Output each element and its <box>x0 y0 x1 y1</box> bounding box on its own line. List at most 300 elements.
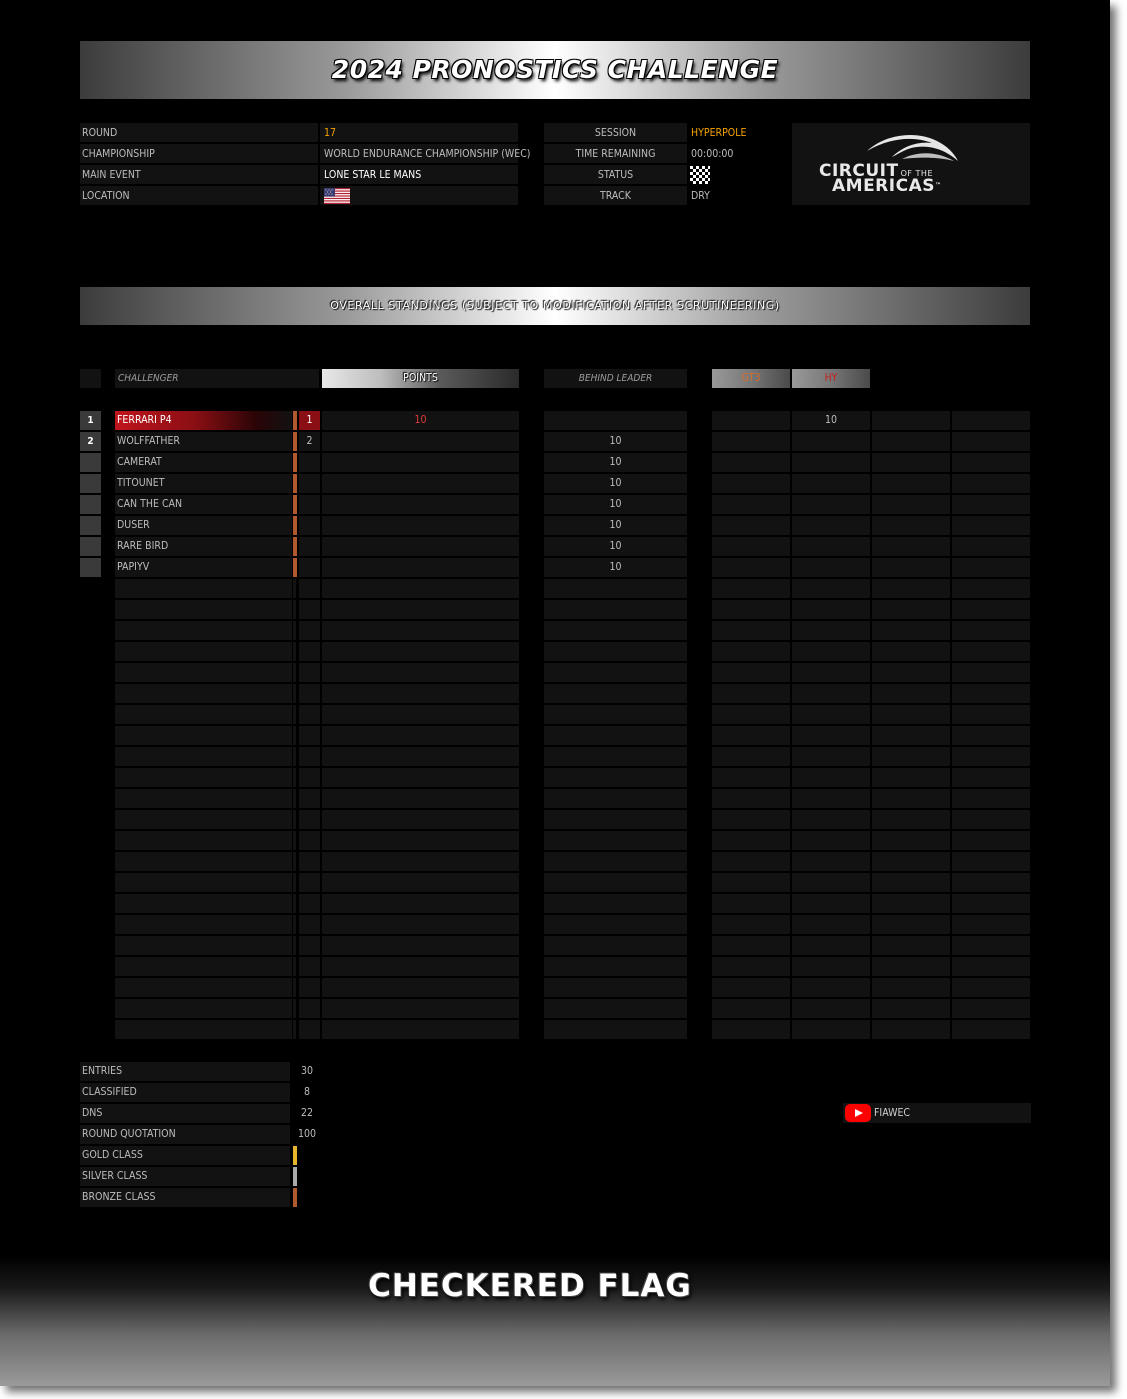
location-label-cell <box>80 186 318 205</box>
hy-cell[interactable] <box>792 663 870 682</box>
extra-cell[interactable] <box>872 768 950 787</box>
behind-leader-cell[interactable] <box>544 684 687 703</box>
extra-cell[interactable] <box>872 495 950 514</box>
challenger-name-cell[interactable] <box>115 621 292 640</box>
hy-cell[interactable] <box>792 495 870 514</box>
summary-label-cell <box>80 1125 290 1144</box>
rank-cell <box>299 432 320 451</box>
challenger-name-cell[interactable] <box>115 684 292 703</box>
gt3-cell[interactable] <box>712 621 790 640</box>
gt3-cell[interactable] <box>712 999 790 1018</box>
class-indicator <box>293 873 296 892</box>
location-value-cell[interactable] <box>320 186 518 205</box>
gt3-cell[interactable] <box>712 411 790 430</box>
hy-cell[interactable] <box>792 726 870 745</box>
class-indicator <box>293 558 297 577</box>
extra-cell[interactable] <box>952 999 1030 1018</box>
gt3-cell[interactable] <box>712 600 790 619</box>
extra-cell[interactable] <box>952 726 1030 745</box>
extra-cell[interactable] <box>952 789 1030 808</box>
behind-leader-cell[interactable] <box>544 579 687 598</box>
points-value: 10 <box>414 414 427 426</box>
challenger-name-cell[interactable] <box>115 642 292 661</box>
behind-leader-cell[interactable] <box>544 642 687 661</box>
logo-line1: CIRCUIT <box>819 161 899 181</box>
hy-cell[interactable] <box>792 558 870 577</box>
time-remaining-label: TIME REMAINING <box>575 148 656 160</box>
points-cell[interactable] <box>322 894 519 913</box>
rank-cell <box>299 663 320 682</box>
challenger-name-cell[interactable] <box>115 495 292 514</box>
behind-leader-cell[interactable] <box>544 474 687 493</box>
hy-cell[interactable] <box>792 747 870 766</box>
extra-cell[interactable] <box>952 453 1030 472</box>
gt3-cell[interactable] <box>712 495 790 514</box>
challenger-name-cell[interactable] <box>115 411 292 430</box>
gt3-cell[interactable] <box>712 894 790 913</box>
summary-label: DNS <box>82 1107 103 1119</box>
challenger-name-cell[interactable] <box>115 894 292 913</box>
summary-value: 100 <box>297 1128 317 1140</box>
extra-cell[interactable] <box>872 894 950 913</box>
session-value-cell[interactable] <box>687 123 787 142</box>
points-cell[interactable] <box>322 957 519 976</box>
gt3-cell[interactable] <box>712 579 790 598</box>
gt3-cell[interactable] <box>712 873 790 892</box>
extra-cell[interactable] <box>952 621 1030 640</box>
challenger-name-cell[interactable] <box>115 726 292 745</box>
behind-leader-cell[interactable] <box>544 999 687 1018</box>
summary-label-cell <box>80 1167 290 1186</box>
challenger-name: TITOUNET <box>117 477 165 489</box>
points-cell[interactable] <box>322 915 519 934</box>
gt3-cell[interactable] <box>712 663 790 682</box>
extra-cell[interactable] <box>872 579 950 598</box>
behind-leader-cell[interactable] <box>544 516 687 535</box>
behind-leader-cell[interactable] <box>544 978 687 997</box>
youtube-link[interactable] <box>843 1103 1031 1123</box>
position-cell <box>80 558 101 577</box>
extra-cell[interactable] <box>952 978 1030 997</box>
extra-cell[interactable] <box>872 1020 950 1039</box>
points-cell[interactable] <box>322 810 519 829</box>
hy-cell[interactable] <box>792 894 870 913</box>
extra-cell[interactable] <box>952 705 1030 724</box>
rank-cell <box>299 474 320 493</box>
points-cell[interactable] <box>322 474 519 493</box>
hy-cell[interactable] <box>792 957 870 976</box>
points-cell[interactable] <box>322 558 519 577</box>
behind-leader-cell[interactable] <box>544 915 687 934</box>
main-event-value-cell[interactable] <box>320 165 518 184</box>
summary-label: ROUND QUOTATION <box>82 1128 176 1140</box>
hy-cell[interactable] <box>792 999 870 1018</box>
extra-cell[interactable] <box>872 936 950 955</box>
behind-leader-cell[interactable] <box>544 411 687 430</box>
gt3-cell[interactable] <box>712 726 790 745</box>
summary-value-cell[interactable] <box>293 1104 323 1123</box>
hy-cell[interactable] <box>792 1020 870 1039</box>
challenger-name-cell[interactable] <box>115 915 292 934</box>
rank-cell <box>299 873 320 892</box>
points-cell[interactable] <box>322 432 519 451</box>
gt3-cell[interactable] <box>712 747 790 766</box>
title-band <box>80 41 1030 99</box>
points-cell[interactable] <box>322 495 519 514</box>
points-cell[interactable] <box>322 999 519 1018</box>
challenger-name-cell[interactable] <box>115 873 292 892</box>
gt3-cell[interactable] <box>712 705 790 724</box>
hy-cell[interactable] <box>792 453 870 472</box>
behind-leader-cell[interactable] <box>544 810 687 829</box>
youtube-icon <box>845 1104 871 1122</box>
gt3-cell[interactable] <box>712 474 790 493</box>
position-cell <box>80 495 101 514</box>
hy-cell[interactable] <box>792 684 870 703</box>
behind-leader-cell[interactable] <box>544 768 687 787</box>
challenger-name-cell[interactable] <box>115 831 292 850</box>
class-indicator <box>293 768 296 787</box>
points-cell[interactable] <box>322 684 519 703</box>
hy-cell[interactable] <box>792 936 870 955</box>
extra-cell[interactable] <box>952 852 1030 871</box>
behind-leader-value: 10 <box>609 435 622 447</box>
circuit-logo <box>792 123 1030 205</box>
rank-cell <box>299 495 320 514</box>
rank-cell <box>299 915 320 934</box>
extra-cell[interactable] <box>872 747 950 766</box>
status-value-cell[interactable] <box>687 165 787 184</box>
gt3-cell[interactable] <box>712 957 790 976</box>
challenger-name-cell[interactable] <box>115 810 292 829</box>
points-header-cell[interactable] <box>322 369 519 388</box>
points-cell[interactable] <box>322 831 519 850</box>
hy-cell[interactable] <box>792 768 870 787</box>
summary-value: 30 <box>300 1065 314 1077</box>
extra-cell[interactable] <box>872 558 950 577</box>
summary-value-cell[interactable] <box>293 1125 323 1144</box>
hy-cell[interactable] <box>792 600 870 619</box>
rank-cell <box>299 621 320 640</box>
logo-line2: AMERICAS <box>832 176 935 196</box>
gt3-cell[interactable] <box>712 978 790 997</box>
behind-leader-cell[interactable] <box>544 936 687 955</box>
extra-cell[interactable] <box>872 432 950 451</box>
extra-cell[interactable] <box>872 726 950 745</box>
points-cell[interactable] <box>322 537 519 556</box>
hy-cell[interactable] <box>792 642 870 661</box>
class-indicator <box>293 642 296 661</box>
points-cell[interactable] <box>322 516 519 535</box>
main-event-value: LONE STAR LE MANS <box>324 169 422 181</box>
hy-cell[interactable] <box>792 873 870 892</box>
rank-cell <box>299 978 320 997</box>
hy-cell[interactable] <box>792 474 870 493</box>
extra-cell[interactable] <box>872 621 950 640</box>
extra-cell[interactable] <box>952 873 1030 892</box>
summary-label-cell <box>80 1104 290 1123</box>
summary-label: GOLD CLASS <box>82 1149 143 1161</box>
gt3-cell[interactable] <box>712 831 790 850</box>
behind-leader-cell[interactable] <box>544 852 687 871</box>
track-label-cell <box>544 186 687 205</box>
class-indicator <box>293 957 296 976</box>
gt3-cell[interactable] <box>712 915 790 934</box>
us-flag-icon <box>324 188 350 204</box>
extra-cell[interactable] <box>952 474 1030 493</box>
points-cell[interactable] <box>322 1020 519 1039</box>
points-cell[interactable] <box>322 768 519 787</box>
challenger-name-cell[interactable] <box>115 453 292 472</box>
logo-tm: ™ <box>934 182 942 189</box>
extra-cell[interactable] <box>952 1020 1030 1039</box>
track-label: TRACK <box>600 190 631 202</box>
extra-cell[interactable] <box>952 558 1030 577</box>
points-cell[interactable] <box>322 789 519 808</box>
hy-cell[interactable] <box>792 432 870 451</box>
hy-cell[interactable] <box>792 789 870 808</box>
challenger-name: RARE BIRD <box>117 540 169 552</box>
gt3-cell[interactable] <box>712 537 790 556</box>
rank-cell <box>299 726 320 745</box>
rank-value: 2 <box>306 435 313 447</box>
challenger-name-cell[interactable] <box>115 852 292 871</box>
gt3-cell[interactable] <box>712 432 790 451</box>
behind-leader-cell[interactable] <box>544 537 687 556</box>
points-cell[interactable] <box>322 600 519 619</box>
hy-cell[interactable] <box>792 537 870 556</box>
extra-cell[interactable] <box>952 579 1030 598</box>
class-indicator <box>293 747 296 766</box>
extra-cell[interactable] <box>952 432 1030 451</box>
gt3-cell[interactable] <box>712 789 790 808</box>
behind-leader-cell[interactable] <box>544 726 687 745</box>
gt3-cell[interactable] <box>712 516 790 535</box>
challenger-name-cell[interactable] <box>115 957 292 976</box>
extra-cell[interactable] <box>872 915 950 934</box>
points-cell[interactable] <box>322 453 519 472</box>
hy-cell[interactable] <box>792 705 870 724</box>
championship-label: CHAMPIONSHIP <box>82 148 155 160</box>
points-cell[interactable] <box>322 726 519 745</box>
extra-cell[interactable] <box>952 747 1030 766</box>
class-indicator <box>293 453 297 472</box>
challenger-name-cell[interactable] <box>115 978 292 997</box>
status-label: STATUS <box>597 169 634 181</box>
bronze-class-swatch <box>293 1188 297 1207</box>
challenger-name-cell[interactable] <box>115 999 292 1018</box>
extra-cell[interactable] <box>952 600 1030 619</box>
extra-cell[interactable] <box>872 537 950 556</box>
round-value-cell[interactable] <box>320 123 518 142</box>
behind-leader-cell[interactable] <box>544 831 687 850</box>
extra-cell[interactable] <box>872 474 950 493</box>
extra-cell[interactable] <box>872 999 950 1018</box>
track-value-cell[interactable] <box>687 186 787 205</box>
behind-leader-cell[interactable] <box>544 558 687 577</box>
challenger-name-cell[interactable] <box>115 600 292 619</box>
behind-leader-cell[interactable] <box>544 663 687 682</box>
extra-cell[interactable] <box>872 516 950 535</box>
extra-cell[interactable] <box>952 516 1030 535</box>
challenger-name-cell[interactable] <box>115 579 292 598</box>
points-cell[interactable] <box>322 978 519 997</box>
challenger-name-cell[interactable] <box>115 768 292 787</box>
behind-leader-cell[interactable] <box>544 873 687 892</box>
behind-leader-cell[interactable] <box>544 432 687 451</box>
extra-cell[interactable] <box>872 705 950 724</box>
footer-band <box>0 1256 1110 1386</box>
hy-cell[interactable] <box>792 411 870 430</box>
challenger-name-cell[interactable] <box>115 537 292 556</box>
extra-cell[interactable] <box>952 810 1030 829</box>
session-label: SESSION <box>594 127 637 139</box>
points-cell[interactable] <box>322 663 519 682</box>
extra-cell[interactable] <box>952 663 1030 682</box>
behind-leader-cell[interactable] <box>544 495 687 514</box>
hy-header: HY <box>824 372 838 384</box>
challenger-header-cell <box>115 369 319 388</box>
hy-cell[interactable] <box>792 579 870 598</box>
position-cell <box>80 537 101 556</box>
points-cell[interactable] <box>322 411 519 430</box>
challenger-name-cell[interactable] <box>115 432 292 451</box>
extra-cell[interactable] <box>952 936 1030 955</box>
hy-cell[interactable] <box>792 831 870 850</box>
points-cell[interactable] <box>322 747 519 766</box>
position-cell <box>80 516 101 535</box>
extra-cell[interactable] <box>952 537 1030 556</box>
footer-title: CHECKERED FLAG <box>368 1268 692 1304</box>
gt3-cell[interactable] <box>712 1020 790 1039</box>
rank-cell <box>299 768 320 787</box>
behind-leader-value: 10 <box>609 477 622 489</box>
challenger-name-cell[interactable] <box>115 747 292 766</box>
challenger-name-cell[interactable] <box>115 474 292 493</box>
behind-leader-cell[interactable] <box>544 747 687 766</box>
points-cell[interactable] <box>322 705 519 724</box>
gt3-cell[interactable] <box>712 768 790 787</box>
time-value-cell[interactable] <box>687 144 787 163</box>
championship-value-cell[interactable] <box>320 144 531 163</box>
challenger-name-cell[interactable] <box>115 1020 292 1039</box>
points-cell[interactable] <box>322 936 519 955</box>
summary-value-cell[interactable] <box>293 1062 323 1081</box>
rank-cell <box>299 999 320 1018</box>
round-label-cell <box>80 123 318 142</box>
extra-cell[interactable] <box>952 894 1030 913</box>
gt3-cell[interactable] <box>712 936 790 955</box>
extra-cell[interactable] <box>952 957 1030 976</box>
extra-cell[interactable] <box>872 852 950 871</box>
behind-leader-cell[interactable] <box>544 957 687 976</box>
extra-cell[interactable] <box>952 768 1030 787</box>
behind-leader-cell[interactable] <box>544 453 687 472</box>
summary-value-cell[interactable] <box>293 1146 323 1165</box>
behind-leader-cell[interactable] <box>544 789 687 808</box>
points-cell[interactable] <box>322 642 519 661</box>
gt3-header-cell[interactable] <box>712 369 790 388</box>
challenger-name-cell[interactable] <box>115 936 292 955</box>
extra-cell[interactable] <box>872 873 950 892</box>
extra-cell[interactable] <box>872 831 950 850</box>
gt3-cell[interactable] <box>712 852 790 871</box>
position-number: 2 <box>87 436 94 447</box>
class-indicator <box>293 495 297 514</box>
main-event-label-cell <box>80 165 318 184</box>
extra-cell[interactable] <box>872 600 950 619</box>
extra-cell[interactable] <box>872 789 950 808</box>
class-indicator <box>293 999 296 1018</box>
class-indicator <box>293 600 296 619</box>
youtube-channel: FIAWEC <box>874 1107 911 1119</box>
behind-leader-cell[interactable] <box>544 600 687 619</box>
challenger-name-cell[interactable] <box>115 558 292 577</box>
silver-class-swatch <box>293 1167 297 1186</box>
hy-cell[interactable] <box>792 852 870 871</box>
hy-cell[interactable] <box>792 516 870 535</box>
extra-cell[interactable] <box>872 411 950 430</box>
summary-value-cell[interactable] <box>293 1188 323 1207</box>
points-cell[interactable] <box>322 579 519 598</box>
extra-cell[interactable] <box>872 810 950 829</box>
challenger-name-cell[interactable] <box>115 705 292 724</box>
gt3-cell[interactable] <box>712 810 790 829</box>
points-cell[interactable] <box>322 852 519 871</box>
extra-cell[interactable] <box>952 411 1030 430</box>
extra-cell[interactable] <box>872 642 950 661</box>
challenger-name-cell[interactable] <box>115 789 292 808</box>
points-cell[interactable] <box>322 621 519 640</box>
extra-cell[interactable] <box>872 663 950 682</box>
summary-value-cell[interactable] <box>293 1083 323 1102</box>
extra-cell[interactable] <box>872 978 950 997</box>
status-label-cell <box>544 165 687 184</box>
gt3-cell[interactable] <box>712 684 790 703</box>
extra-cell[interactable] <box>952 684 1030 703</box>
summary-value-cell[interactable] <box>293 1167 323 1186</box>
hy-cell[interactable] <box>792 978 870 997</box>
hy-cell[interactable] <box>792 915 870 934</box>
challenger-name-cell[interactable] <box>115 516 292 535</box>
extra-cell[interactable] <box>952 831 1030 850</box>
extra-cell[interactable] <box>952 495 1030 514</box>
hy-cell[interactable] <box>792 621 870 640</box>
time-label-cell <box>544 144 687 163</box>
behind-leader-value: 10 <box>609 540 622 552</box>
behind-leader-cell[interactable] <box>544 1020 687 1039</box>
extra-cell[interactable] <box>872 453 950 472</box>
summary-value: 8 <box>303 1086 310 1098</box>
hy-header-cell[interactable] <box>792 369 870 388</box>
points-header: POINTS <box>403 372 438 384</box>
extra-cell[interactable] <box>872 684 950 703</box>
gt3-cell[interactable] <box>712 453 790 472</box>
behind-leader-cell[interactable] <box>544 894 687 913</box>
behind-leader-cell[interactable] <box>544 705 687 724</box>
hy-value: 10 <box>824 414 838 426</box>
gt3-cell[interactable] <box>712 558 790 577</box>
behind-leader-cell[interactable] <box>544 621 687 640</box>
hy-cell[interactable] <box>792 810 870 829</box>
extra-cell[interactable] <box>952 915 1030 934</box>
extra-cell[interactable] <box>952 642 1030 661</box>
gt3-cell[interactable] <box>712 642 790 661</box>
challenger-name-cell[interactable] <box>115 663 292 682</box>
points-cell[interactable] <box>322 873 519 892</box>
extra-cell[interactable] <box>872 957 950 976</box>
challenger-name: CAMERAT <box>117 456 162 468</box>
